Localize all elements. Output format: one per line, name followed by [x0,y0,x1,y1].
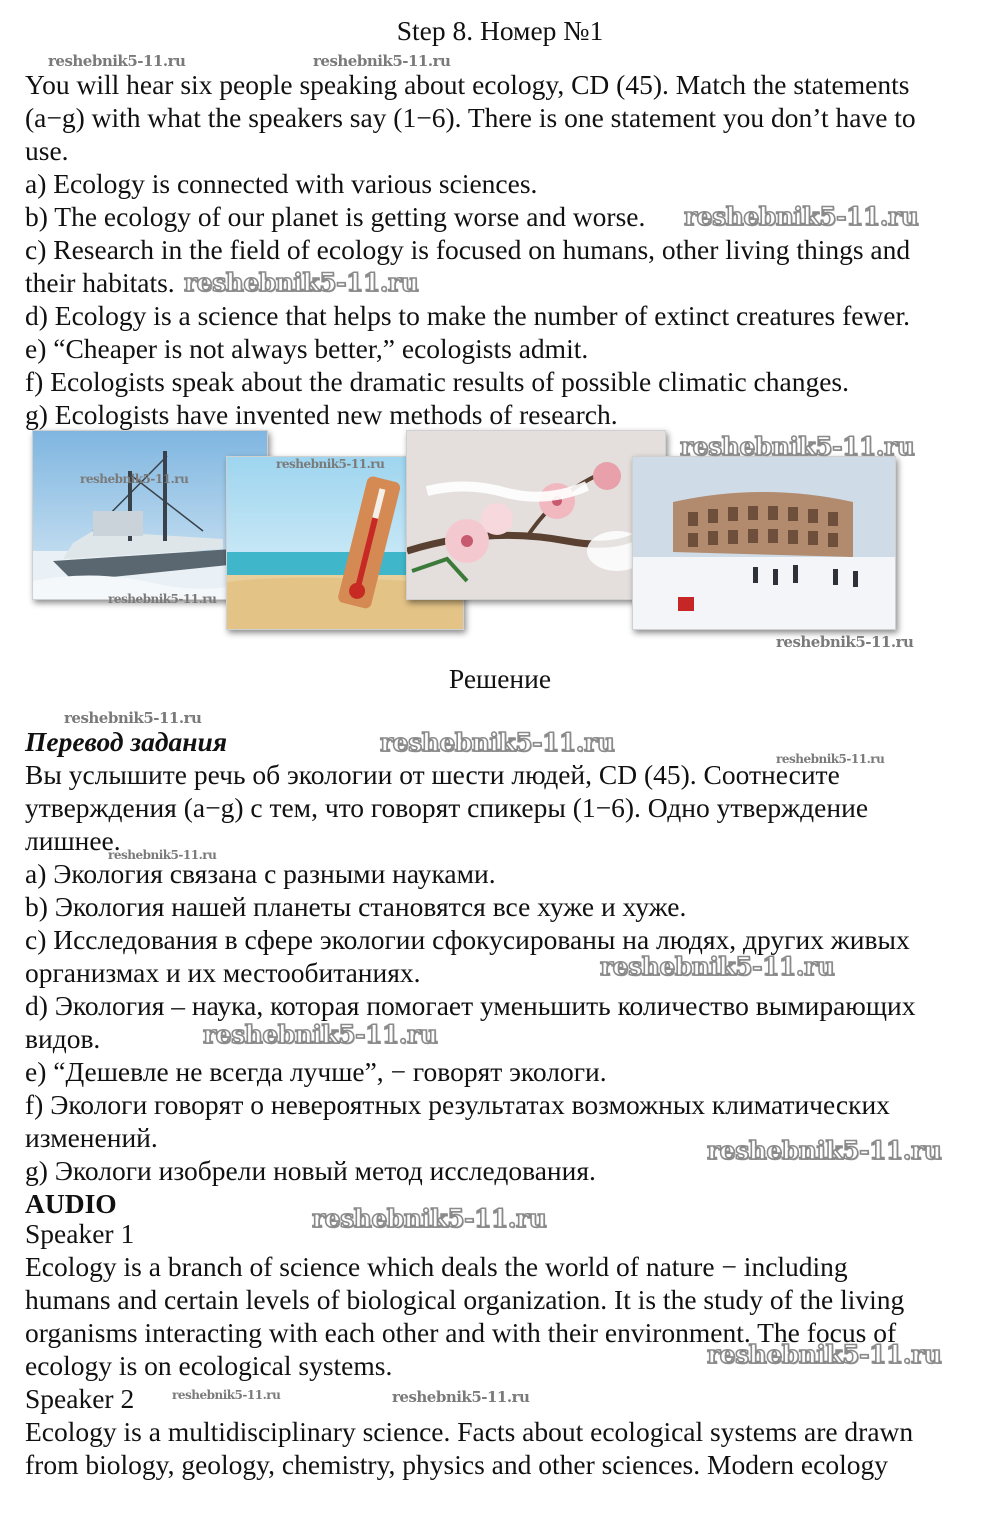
watermark: reshebnik5-11.ru [392,1388,530,1406]
snowy-colosseum-image [632,456,896,630]
audio-heading: AUDIO [25,1188,117,1219]
task-line: use. [25,135,69,166]
translation-f-cont: изменений. [25,1122,158,1153]
translation-f: f) Экологи говорят о невероятных результатах возможных климатических [25,1089,890,1120]
watermark: reshebnik5-11.ru [64,709,202,727]
translation-e: e) “Дешевле не всегда лучше”, − говорят экологи. [25,1056,607,1087]
solution-heading: Решение [448,663,552,694]
translation-d-cont: видов. [25,1023,101,1054]
watermark: reshebnik5-11.ru [203,1020,438,1049]
watermark: reshebnik5-11.ru [600,952,835,981]
speaker-1-line: Ecology is a branch of science which deals the world of nature − including [25,1251,848,1282]
speaker-1-line: ecology is on ecological systems. [25,1350,393,1381]
task-line: (a−g) with what the speakers say (1−6). There is one statement you don’t have to [25,102,916,133]
translation-c-cont: организмах и их местообитаниях. [25,957,421,988]
translation-heading: Перевод задания [25,726,227,757]
watermark: reshebnik5-11.ru [313,52,451,70]
speaker-1-line: humans and certain levels of biological organization. It is the study of the living [25,1284,905,1315]
statement-f: f) Ecologists speak about the dramatic results of possible climatic changes. [25,366,850,397]
translation-b: b) Экология нашей планеты становятся все хуже и хуже. [25,891,687,922]
watermark: reshebnik5-11.ru [380,728,615,757]
translation-c: c) Исследования в сфере экологии сфокусированы на людях, других живых [25,924,910,955]
watermark: reshebnik5-11.ru [776,633,914,651]
statement-a: a) Ecology is connected with various sciences. [25,168,538,199]
watermark: reshebnik5-11.ru [108,592,217,606]
statement-e: e) “Cheaper is not always better,” ecologists admit. [25,333,589,364]
translation-line: Вы услышите речь об экологии от шести людей, CD (45). Соотнесите [25,759,840,790]
watermark: reshebnik5-11.ru [48,52,186,70]
watermark: reshebnik5-11.ru [776,752,885,766]
translation-a: a) Экология связана с разными науками. [25,858,496,889]
watermark: reshebnik5-11.ru [80,472,189,486]
statement-d: d) Ecology is a science that helps to make the number of extinct creatures fewer. [25,300,911,331]
statement-c: c) Research in the field of ecology is focused on humans, other living things and [25,234,911,265]
watermark: reshebnik5-11.ru [312,1204,547,1233]
speaker-1-line: organisms interacting with each other and with their environment. The focus of [25,1317,897,1348]
watermark: reshebnik5-11.ru [184,268,419,297]
speaker-2-label: Speaker 2 [25,1383,135,1414]
snowy-blossom-image [406,430,666,600]
watermark: reshebnik5-11.ru [172,1388,281,1402]
watermark: reshebnik5-11.ru [108,848,217,862]
translation-line: лишнее. [25,825,121,856]
statement-c-cont: their habitats. [25,267,175,298]
watermark: reshebnik5-11.ru [707,1340,942,1369]
task-line: You will hear six people speaking about ecology, CD (45). Match the statements [25,69,910,100]
speaker-2-line: Ecology is a multidisciplinary science. Facts about ecological systems are drawn [25,1416,914,1447]
speaker-2-line: from biology, geology, chemistry, physics and other sciences. Modern ecology [25,1449,888,1480]
translation-d: d) Экология – наука, которая помогает уменьшить количество вымирающих [25,990,916,1021]
translation-g: g) Экологи изобрели новый метод исследования. [25,1155,596,1186]
watermark: reshebnik5-11.ru [684,202,919,231]
page-title: Step 8. Номер №1 [396,15,604,46]
speaker-1-label: Speaker 1 [25,1218,135,1249]
statement-g: g) Ecologists have invented new methods of research. [25,399,618,430]
watermark: reshebnik5-11.ru [276,457,385,471]
statement-b: b) The ecology of our planet is getting worse and worse. [25,201,646,232]
translation-line: утверждения (a−g) с тем, что говорят спикеры (1−6). Одно утверждение [25,792,869,823]
watermark: reshebnik5-11.ru [680,432,915,461]
watermark: reshebnik5-11.ru [707,1136,942,1165]
